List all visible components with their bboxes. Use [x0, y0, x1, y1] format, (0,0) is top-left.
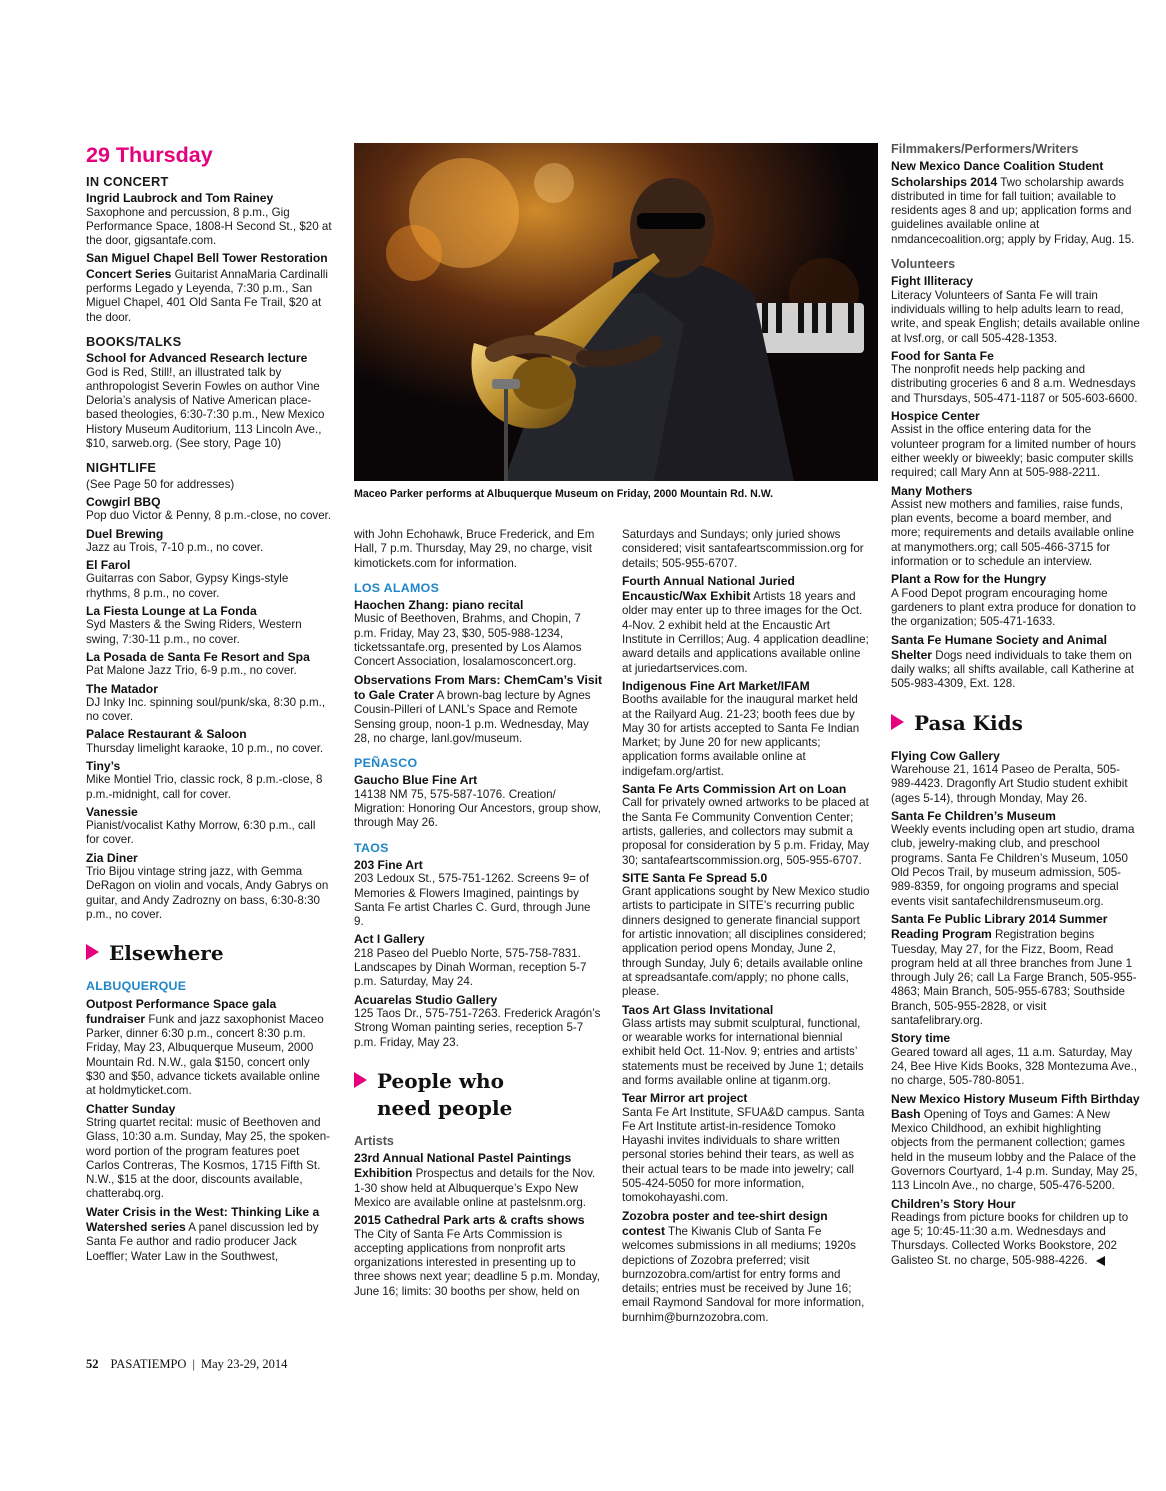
listing-entry [86, 558, 332, 601]
entry-title: Tiny’s [86, 758, 121, 773]
entry-title: Santa Fe Children’s Museum [891, 808, 1056, 823]
location-heading-los-alamos: LOS ALAMOS [354, 580, 440, 595]
entry-body: Call for privately owned artworks to be placed at the Santa Fe Community Convention Center; artists, galleries, and collectors may submit a proposal for consideration by 5 p.m. Friday, May 30; santafeartscommission.org, 505-955-6707. [622, 796, 870, 867]
entry-title: Many Mothers [891, 483, 973, 498]
entry-title: 23rd Annual National Pastel Paintings Exhibition [354, 1151, 572, 1181]
entry-body: Trio Bijou vintage string jazz, with Gemma DeRagon on violin and vocals, Andy Gabrys on guitar, and Andy Zadrozny on bass, 6:30-8:30 p.m., no cover. [86, 865, 329, 921]
listing-entry [622, 574, 870, 676]
column-2 [354, 528, 602, 1302]
nightlife-note: (See Page 50 for addresses) [86, 477, 235, 491]
listing-entry [86, 682, 332, 725]
saxophonist-illustration [354, 143, 878, 481]
location-heading-albuquerque: ALBUQUERQUE [86, 979, 187, 994]
subsection-heading-artists: Artists [354, 1133, 394, 1148]
entry-title: Gaucho Blue Fine Art [354, 773, 478, 788]
entry-body: Two scholarship awards distributed in time for fall tuition; available to residents ages 8 and up; application forms and guidelines available online at nmdancecoalition.org; apply by Friday, Aug. 15. [891, 175, 1135, 246]
listing-entry [354, 598, 602, 669]
entry-body: 203 Ledoux St., 575-751-1262. Screens 9= of Memories & Flowers Imagined, paintings by Santa Fe artist Charles C. Gurd, through June 9. [354, 872, 591, 929]
entry-title: The Matador [86, 681, 158, 696]
triangle-marker-icon [86, 944, 99, 960]
elsewhere-heading [86, 940, 332, 967]
entry-title: San Miguel Chapel Bell Tower Restoration Concert Series [86, 251, 328, 281]
entry-title: Story time [891, 1031, 951, 1046]
entry-body: Syd Masters & the Swing Riders, Western swing, 7:30-11 p.m., no cover. [86, 618, 302, 646]
entry-body: Santa Fe Art Institute, SFUA&D campus. Santa Fe Art Institute artist-in-residence Tomoko Hayashi invites individuals to share written personal stories behind their tears, as well as their actual tears to be made into jewelry; call 505-424-5050 for more information, tomokohayashi.com. [622, 1105, 865, 1205]
entry-title: 203 Fine Art [354, 857, 423, 872]
entry-title: Tear Mirror art project [622, 1091, 748, 1106]
entry-body: Pop duo Victor & Penny, 8 p.m.-close, no cover. [86, 509, 332, 523]
listing-entry [354, 993, 602, 1050]
entry-title: New Mexico History Museum Fifth Birthday Bash [891, 1091, 1140, 1121]
listing-entry [891, 912, 1141, 1028]
entry-title: Duel Brewing [86, 526, 164, 541]
entry-title: Acuarelas Studio Gallery [354, 992, 498, 1007]
listing-entry [891, 572, 1141, 629]
continued-text: with John Echohawk, Bruce Frederick, and Em Hall, 7 p.m. Thursday, May 29, no charge, visit kimotickets.com for information. [354, 528, 595, 570]
entry-body: Assist in the office entering data for the volunteer program for a limited number of hours either weekly or biweekly; basic computer skills required; call Mary Ann at 505-988-2211. [891, 423, 1136, 480]
people-heading [354, 1068, 602, 1122]
entry-body: The nonprofit needs help packing and distributing groceries 6 and 8 a.m. Wednesdays and Thursdays, 505-471-1187 or 505-603-6600. [891, 363, 1138, 405]
entry-body: Opening of Toys and Games: A New Mexico Childhood, an exhibit highlighting objects from the permanent collection; games held in the museum lobby and the Palace of the Governors Courtyard, 1-4 p.m. Sunday, May 25, 113 Lincoln Ave., no charge, 505-476-5200. [891, 1107, 1138, 1193]
entry-title: 2015 Cathedral Park arts & crafts shows [354, 1213, 585, 1228]
entry-title: Zozobra poster and tee-shirt design contest [622, 1208, 828, 1238]
entry-body: Guitarist AnnaMaria Cardinalli performs Legado y Leyenda, 7:30 p.m., San Miguel Chapel, 401 Old Santa Fe Trail, $20 at the door. [86, 267, 328, 324]
entry-title: La Fiesta Lounge at La Fonda [86, 604, 257, 619]
entry-body: Saxophone and percussion, 8 p.m., Gig Performance Space, 1808-H Second St., $20 at the door, gigsantafe.com. [86, 205, 332, 248]
listing-entry [891, 409, 1141, 480]
listing-entry [86, 805, 332, 848]
listing-entry [354, 673, 602, 746]
entry-title: Ingrid Laubrock and Tom Rainey [86, 191, 274, 206]
listing-entry [891, 1197, 1141, 1268]
listing-entry [86, 191, 332, 248]
issue-date: May 23-29, 2014 [200, 1357, 288, 1371]
listing-entry [891, 749, 1141, 806]
listing-entry [891, 159, 1141, 247]
listing-entry [354, 773, 602, 830]
entry-title: El Farol [86, 558, 131, 573]
entry-title: Indigenous Fine Art Market/IFAM [622, 678, 810, 693]
listing-entry [354, 1213, 602, 1299]
entry-body: Artists 18 years and older may enter up to three images for the Oct. 4-Nov. 2 exhibit held at the Encaustic Art Institute in Cerrillos; Aug. 4 application deadline; award details and applications available online at juriedartservices.com. [622, 590, 869, 675]
column-1 [86, 142, 332, 1267]
listing-entry [86, 351, 332, 451]
location-heading-taos: TAOS [354, 840, 389, 855]
entry-body: Weekly events including open art studio, drama club, jewelry-making club, and preschool programs. Santa Fe Children’s Museum, 1050 Old Pecos Trail, by museum admission, 505-989-8359, for ongoing programs and special events visit santafechildrensmuseum.org. [891, 823, 1135, 908]
listing-entry [86, 851, 332, 922]
listing-entry [354, 1151, 602, 1210]
listing-entry [891, 809, 1141, 909]
entry-body: DJ Inky Inc. spinning soul/punk/ska, 8:30 p.m., no cover. [86, 695, 326, 724]
column-3 [622, 528, 870, 1328]
triangle-marker-icon [354, 1072, 367, 1088]
entry-title: Palace Restaurant & Saloon [86, 727, 247, 742]
entry-title: Taos Art Glass Invitational [622, 1002, 774, 1017]
triangle-marker-icon [891, 714, 904, 730]
elsewhere-title: Elsewhere [109, 941, 224, 966]
entry-body: Warehouse 21, 1614 Paseo de Peralta, 505-989-4423. Dragonfly Art Studio student exhibit (ages 5-14), through Monday, May 26. [891, 762, 1128, 805]
listing-entry [622, 1003, 870, 1089]
entry-title: Santa Fe Public Library 2014 Summer Reading Program [891, 911, 1108, 942]
entry-body: Booths available for the inaugural market held at the Railyard Aug. 21-23; booth fees due by May 30 for artists accepted to Santa Fe Indian Market; by June 20 for new applicants; application forms available online at indigefam.org/artist. [622, 693, 860, 778]
entry-title: Water Crisis in the West: Thinking Like a Watershed series [86, 1204, 320, 1234]
entry-body: Guitarras con Sabor, Gypsy Kings-style rhythms, 8 p.m., no cover. [86, 572, 289, 600]
listing-entry [891, 274, 1141, 345]
entry-body: A Food Depot program encouraging home gardeners to plant extra produce for donation to the organization; 505-471-1633. [891, 586, 1136, 629]
entry-body: Prospectus and details for the Nov. 1-30 show held at Albuquerque’s Expo New Mexico are available online at pastelsnm.org. [354, 1167, 596, 1209]
entry-body: Pat Malone Jazz Trio, 6-9 p.m., no cover. [86, 664, 297, 678]
entry-body: 14138 NM 75, 575-587-1076. Creation/ Migration: Honoring Our Ancestors, group show, through May 26. [354, 787, 601, 830]
entry-title: Outpost Performance Space gala fundraiser [86, 996, 277, 1026]
photo-caption: Maceo Parker performs at Albuquerque Museum on Friday, 2000 Mountain Rd. N.W. [354, 488, 774, 500]
listing-entry [86, 727, 332, 756]
location-heading-penasco: PEÑASCO [354, 756, 418, 771]
entry-body: God is Red, Still!, an illustrated talk by anthropologist Severin Fowles on author Vine Deloria’s analysis of Native American place-based theologies, 6:30-7:30 p.m., New Mexico History Museum Auditorium, 113 Lincoln Ave., $10, sarweb.org. (See story, Page 10) [86, 365, 325, 451]
listing-entry [86, 1102, 332, 1202]
entry-body: Assist new mothers and families, raise funds, plan events, become a board member, and more; requirements and details available online at manymothers.org; call 505-466-3715 for information or to schedule an interview. [891, 497, 1134, 569]
listing-entry [622, 871, 870, 1000]
listing-entry [622, 782, 870, 868]
entry-title: Observations From Mars: ChemCam’s Visit to Gale Crater [354, 672, 602, 702]
entry-body: Pianist/vocalist Kathy Morrow, 6:30 p.m., call for cover. [86, 819, 316, 847]
section-heading-in-concert: IN CONCERT [86, 174, 169, 189]
end-mark-icon [1096, 1256, 1105, 1266]
listing-entry [622, 1209, 870, 1325]
entry-body: Funk and jazz saxophonist Maceo Parker, dinner 6:30 p.m., concert 8:30 p.m. Friday, May 23, Albuquerque Museum, 2000 Mountain Rd. N.W., gala $150, concert only $30 and $50, advance tickets available online at holdmyticket.com. [86, 1012, 324, 1098]
listing-entry [86, 1205, 332, 1264]
concert-photo [354, 143, 878, 481]
entry-title: Chatter Sunday [86, 1101, 176, 1116]
entry-title: Flying Cow Gallery [891, 748, 1000, 763]
listing-entry [354, 932, 602, 989]
entry-body: A brown-bag lecture by Agnes Cousin-Pilleri of LANL’s Space and Remote Sensing group, noon-1 p.m. Wednesday, May 28, no charge, lanl.gov/museum. [354, 688, 591, 745]
entry-title: SITE Santa Fe Spread 5.0 [622, 870, 768, 885]
section-heading-nightlife: NIGHTLIFE [86, 460, 157, 476]
entry-title: Haochen Zhang: piano recital [354, 598, 524, 613]
entry-title: Vanessie [86, 804, 138, 819]
page-number: 52 [86, 1357, 99, 1371]
entry-body: String quartet recital: music of Beethoven and Glass, 10:30 a.m. Sunday, May 25, the spoken-word portion of the program features poet Carlos Contreras, The Kosmos, 1715 Fifth St. N.W., $15 at the door, discounts available, chatterabq.org. [86, 1115, 331, 1201]
entry-title: Santa Fe Humane Society and Animal Shelter [891, 632, 1107, 662]
entry-body: A panel discussion led by Santa Fe author and radio producer Jack Loeffler; Water Law in the Southwest, [86, 1221, 319, 1263]
entry-title: Children’s Story Hour [891, 1196, 1016, 1211]
listing-entry [891, 633, 1141, 692]
listing-entry [354, 858, 602, 929]
listing-entry [622, 679, 870, 779]
entry-title: Fight Illiteracy [891, 274, 973, 289]
listing-entry [891, 484, 1141, 570]
entry-title: Cowgirl BBQ [86, 494, 161, 509]
entry-body: 218 Paseo del Pueblo Norte, 575-758-7831. Landscapes by Dinah Worman, reception 5-7 p.m. Saturday, May 24. [354, 946, 587, 989]
entry-body: Geared toward all ages, 11 a.m. Saturday, May 24, Bee Hive Kids Books, 328 Montezuma Ave., no charge, 505-780-8051. [891, 1045, 1137, 1088]
pasa-kids-title: Pasa Kids [914, 710, 1023, 735]
listing-entry [891, 349, 1141, 406]
entry-body: Music of Beethoven, Brahms, and Chopin, 7 p.m. Friday, May 23, $30, 505-988-1234, ticketssantafe.org, presented by Los Alamos Concert Association, losalamosconcert.org. [354, 612, 582, 669]
entry-body: Readings from picture books for children up to age 5; 10:45-11:30 a.m. Wednesdays and Thursdays. Collected Works Bookstore, 202 Galisteo St. no charge, 505-988-4226. [891, 1210, 1129, 1267]
entry-title: School for Advanced Research lecture [86, 351, 308, 366]
footer-separator: | [192, 1357, 195, 1371]
day-heading: 29 Thursday [86, 143, 213, 167]
listing-entry [86, 759, 332, 802]
people-title: People who need people [377, 1068, 513, 1120]
entry-title: New Mexico Dance Coalition Student Scholarships 2014 [891, 159, 1104, 189]
entry-title: La Posada de Santa Fe Resort and Spa [86, 649, 310, 664]
continued-text: Saturdays and Sundays; only juried shows considered; visit santafeartscommission.org for details; 505-955-6707. [622, 528, 864, 570]
listing-entry [891, 1031, 1141, 1088]
listing-entry [86, 604, 332, 647]
entry-title: Hospice Center [891, 409, 980, 424]
column-4 [891, 142, 1141, 1271]
entry-body: Registration begins Tuesday, May 27, for the Fizz, Boom, Read program held at all three branches from June 1 through July 26; call La Farge Branch, 505-955-4863; Main Branch, 505-955-6783; Southside Branch, 505-955-2828, or visit santafelibrary.org. [891, 928, 1137, 1028]
entry-body: The City of Santa Fe Arts Commission is accepting applications from nonprofit arts organizations interested in presenting up to three shows next year; deadline 5 p.m. Monday, June 16; limits: 30 booths per show, held on [354, 1227, 600, 1298]
entry-title: Zia Diner [86, 850, 138, 865]
entry-body: 125 Taos Dr., 575-751-7263. Frederick Aragón’s Strong Woman painting series, reception 5-7 p.m. Friday, May 23. [354, 1006, 601, 1049]
pasa-kids-heading [891, 710, 1141, 737]
listing-entry [86, 650, 332, 679]
entry-body: The Kiwanis Club of Santa Fe welcomes submissions in all mediums; 1920s depictions of Zozobra preferred; visit burnzozobra.com/artist for entry forms and details; entries must be received by June 16; email Raymond Sandoval for more information, burnhim@burnzozobra.com. [622, 1224, 865, 1324]
listing-entry [86, 997, 332, 1099]
entry-body: Jazz au Trois, 7-10 p.m., no cover. [86, 540, 264, 554]
entry-body: Grant applications sought by New Mexico studio artists to participate in SITE’s recurring public dinners designed to generate financial support for artistic innovation; all disciplines considered; application period opens Monday, June 2, through Sunday, July 6; details available online at spreadsantafe.com/apply; no phone calls, please. [622, 885, 870, 999]
listing-entry [86, 251, 332, 324]
entry-title: Fourth Annual National Juried Encaustic/Wax Exhibit [622, 573, 795, 604]
listing-entry [891, 1092, 1141, 1194]
publication-name: PASATIEMPO [110, 1357, 187, 1371]
entry-title: Santa Fe Arts Commission Art on Loan [622, 782, 847, 797]
subsection-heading-volunteers: Volunteers [891, 257, 956, 272]
entry-body: Mike Montiel Trio, classic rock, 8 p.m.-close, 8 p.m.-midnight, call for cover. [86, 773, 323, 801]
entry-body: Literacy Volunteers of Santa Fe will train individuals willing to help adults learn to read, write, and speak English; details available online at lvsf.org, or call 505-428-1353. [891, 288, 1140, 345]
page-footer [86, 1357, 287, 1372]
listing-entry [622, 1091, 870, 1205]
entry-body: Thursday limelight karaoke, 10 p.m., no cover. [86, 741, 324, 755]
listing-entry [86, 527, 332, 556]
entry-body: Dogs need individuals to take them on daily walks; all shifts available, call Katherine at 505-983-4309, Ext. 128. [891, 648, 1134, 691]
listing-entry [86, 495, 332, 524]
entry-title: Act I Gallery [354, 932, 425, 947]
subsection-heading-filmmakers: Filmmakers/Performers/Writers [891, 142, 1079, 156]
section-heading-books-talks: BOOKS/TALKS [86, 333, 182, 349]
entry-title: Plant a Row for the Hungry [891, 572, 1047, 587]
entry-title: Food for Santa Fe [891, 348, 994, 363]
entry-body: Glass artists may submit sculptural, functional, or wearable works for international biennial exhibit held Oct. 11-Nov. 9; entries and artists’ statements must be received by June 1; details and forms available online at tiganm.org. [622, 1016, 864, 1087]
